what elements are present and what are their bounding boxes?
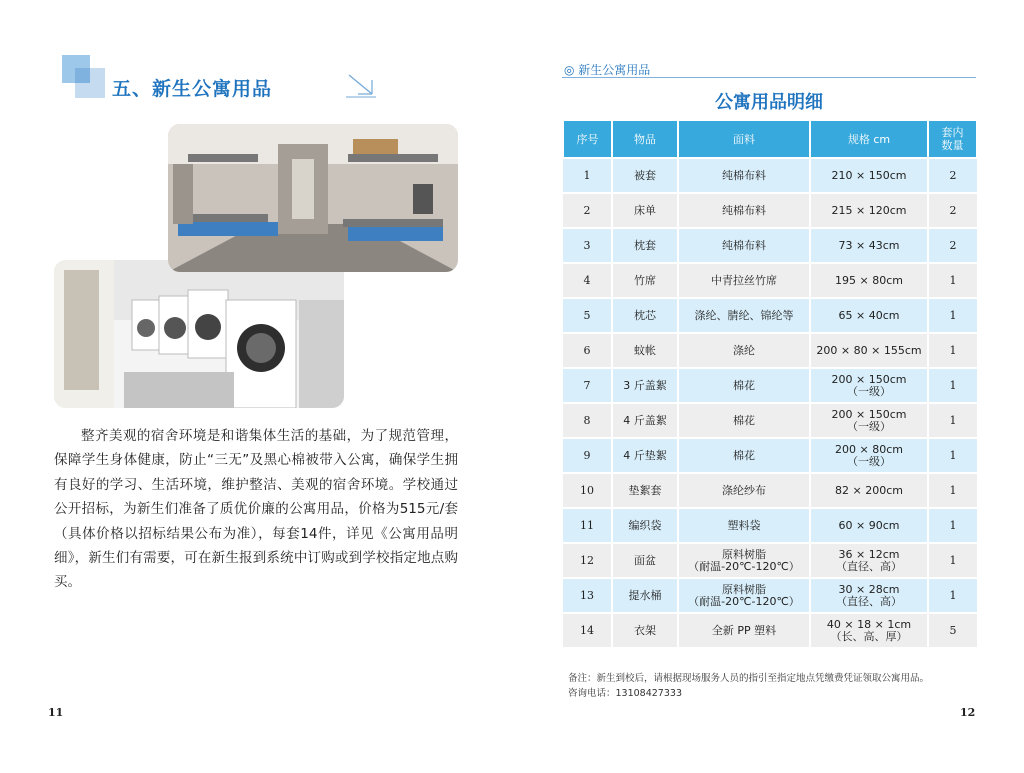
cell-item: 枕套: [612, 228, 678, 263]
cell-size: 215 × 120cm: [810, 193, 928, 228]
table-row: [563, 438, 977, 473]
header-material: 面料: [678, 120, 810, 158]
cell-quantity: 1: [928, 508, 977, 543]
cell-material: 纯棉布料: [678, 228, 810, 263]
table-row: [563, 473, 977, 508]
cell-item: 蚊帐: [612, 333, 678, 368]
cell-size: 30 × 28cm （直径、高）: [810, 578, 928, 613]
header-divider: [562, 77, 976, 78]
header-quantity: 套内 数量: [928, 120, 977, 158]
cell-quantity: 1: [928, 263, 977, 298]
table-header-row: [563, 120, 977, 158]
cell-material: 纯棉布料: [678, 193, 810, 228]
footnote: [568, 671, 929, 701]
contact-phone: 咨询电话：13108427333: [568, 688, 682, 699]
cell-item: 面盆: [612, 543, 678, 578]
cell-size: 73 × 43cm: [810, 228, 928, 263]
cell-no: 9: [563, 438, 612, 473]
cell-quantity: 1: [928, 368, 977, 403]
cell-item: 4 斤垫絮: [612, 438, 678, 473]
cell-material: 棉花: [678, 368, 810, 403]
right-page: [512, 0, 1024, 773]
table-row: [563, 368, 977, 403]
cell-item: 编织袋: [612, 508, 678, 543]
cell-quantity: 1: [928, 333, 977, 368]
cell-no: 12: [563, 543, 612, 578]
cell-material: 涤纶、腈纶、锦纶等: [678, 298, 810, 333]
cell-no: 7: [563, 368, 612, 403]
cell-item: 枕芯: [612, 298, 678, 333]
supplies-table: [562, 119, 978, 649]
cell-no: 4: [563, 263, 612, 298]
cell-item: 提水桶: [612, 578, 678, 613]
cell-no: 6: [563, 333, 612, 368]
cell-no: 11: [563, 508, 612, 543]
section-header-label: ◎ 新生公寓用品: [564, 63, 651, 77]
cell-no: 3: [563, 228, 612, 263]
table-row: [563, 193, 977, 228]
laundry-room-photo: [54, 260, 344, 408]
cell-quantity: 1: [928, 298, 977, 333]
cell-material: 纯棉布料: [678, 158, 810, 193]
header-item: 物品: [612, 120, 678, 158]
page-number: 12: [960, 706, 976, 719]
cell-quantity: 5: [928, 613, 977, 648]
table-row: [563, 578, 977, 613]
table-row: [563, 158, 977, 193]
cell-no: 2: [563, 193, 612, 228]
cell-item: 被套: [612, 158, 678, 193]
cell-material: 涤纶: [678, 333, 810, 368]
cell-no: 13: [563, 578, 612, 613]
cell-material: 中青拉丝竹席: [678, 263, 810, 298]
table-row: [563, 403, 977, 438]
cell-size: 195 × 80cm: [810, 263, 928, 298]
header-no: 序号: [563, 120, 612, 158]
table-row: [563, 298, 977, 333]
cell-size: 82 × 200cm: [810, 473, 928, 508]
table-row: [563, 543, 977, 578]
table-row: [563, 263, 977, 298]
cell-size: 60 × 90cm: [810, 508, 928, 543]
cell-no: 10: [563, 473, 612, 508]
cell-quantity: 2: [928, 228, 977, 263]
page-number: 11: [48, 706, 64, 719]
cell-size: 40 × 18 × 1cm （长、高、厚）: [810, 613, 928, 648]
cell-quantity: 1: [928, 473, 977, 508]
cell-material: 全新 PP 塑料: [678, 613, 810, 648]
arrow-down-right-icon: [346, 72, 376, 98]
cell-quantity: 1: [928, 578, 977, 613]
cell-size: 210 × 150cm: [810, 158, 928, 193]
cell-quantity: 1: [928, 403, 977, 438]
cell-size: 36 × 12cm （直径、高）: [810, 543, 928, 578]
cell-item: 床单: [612, 193, 678, 228]
table-row: [563, 508, 977, 543]
cell-material: 原料树脂 （耐温-20℃-120℃）: [678, 578, 810, 613]
decor-square: [75, 68, 90, 83]
section-title: 五、新生公寓用品: [112, 78, 273, 100]
cell-no: 5: [563, 298, 612, 333]
header-size: 规格 cm: [810, 120, 928, 158]
table-row: [563, 333, 977, 368]
cell-size: 200 × 80cm （一级）: [810, 438, 928, 473]
dormitory-photo: [168, 124, 458, 272]
cell-size: 65 × 40cm: [810, 298, 928, 333]
cell-quantity: 1: [928, 543, 977, 578]
cell-item: 衣架: [612, 613, 678, 648]
cell-size: 200 × 80 × 155cm: [810, 333, 928, 368]
cell-material: 原料树脂 （耐温-20℃-120℃）: [678, 543, 810, 578]
cell-quantity: 1: [928, 438, 977, 473]
cell-material: 棉花: [678, 438, 810, 473]
cell-quantity: 2: [928, 158, 977, 193]
cell-item: 垫絮套: [612, 473, 678, 508]
cell-item: 4 斤盖絮: [612, 403, 678, 438]
table-row: [563, 613, 977, 648]
table-title: 公寓用品明细: [715, 92, 823, 113]
cell-material: 涤纶纱布: [678, 473, 810, 508]
cell-material: 塑料袋: [678, 508, 810, 543]
cell-size: 200 × 150cm （一级）: [810, 368, 928, 403]
cell-item: 竹席: [612, 263, 678, 298]
table-row: [563, 228, 977, 263]
cell-material: 棉花: [678, 403, 810, 438]
cell-no: 8: [563, 403, 612, 438]
cell-item: 3 斤盖絮: [612, 368, 678, 403]
cell-quantity: 2: [928, 193, 977, 228]
cell-no: 1: [563, 158, 612, 193]
cell-no: 14: [563, 613, 612, 648]
intro-paragraph: 整齐美观的宿舍环境是和谐集体生活的基础，为了规范管理，保障学生身体健康，防止“三无”及黑心棉被带入公寓，确保学生拥有良好的学习、生活环境，维护整洁、美观的宿舍环境。学校通过公开招标，为新生们准备了质优价廉的公寓用品，价格为515元/套（具体价格以招标结果公布为准），每套14件，详见《公寓用品明细》，新生们有需要，可在新生报到系统中订购或到学校指定地点购买。: [54, 428, 458, 591]
note-text: 备注：新生到校后，请根据现场服务人员的指引至指定地点凭缴费凭证领取公寓用品。: [568, 673, 930, 684]
cell-size: 200 × 150cm （一级）: [810, 403, 928, 438]
